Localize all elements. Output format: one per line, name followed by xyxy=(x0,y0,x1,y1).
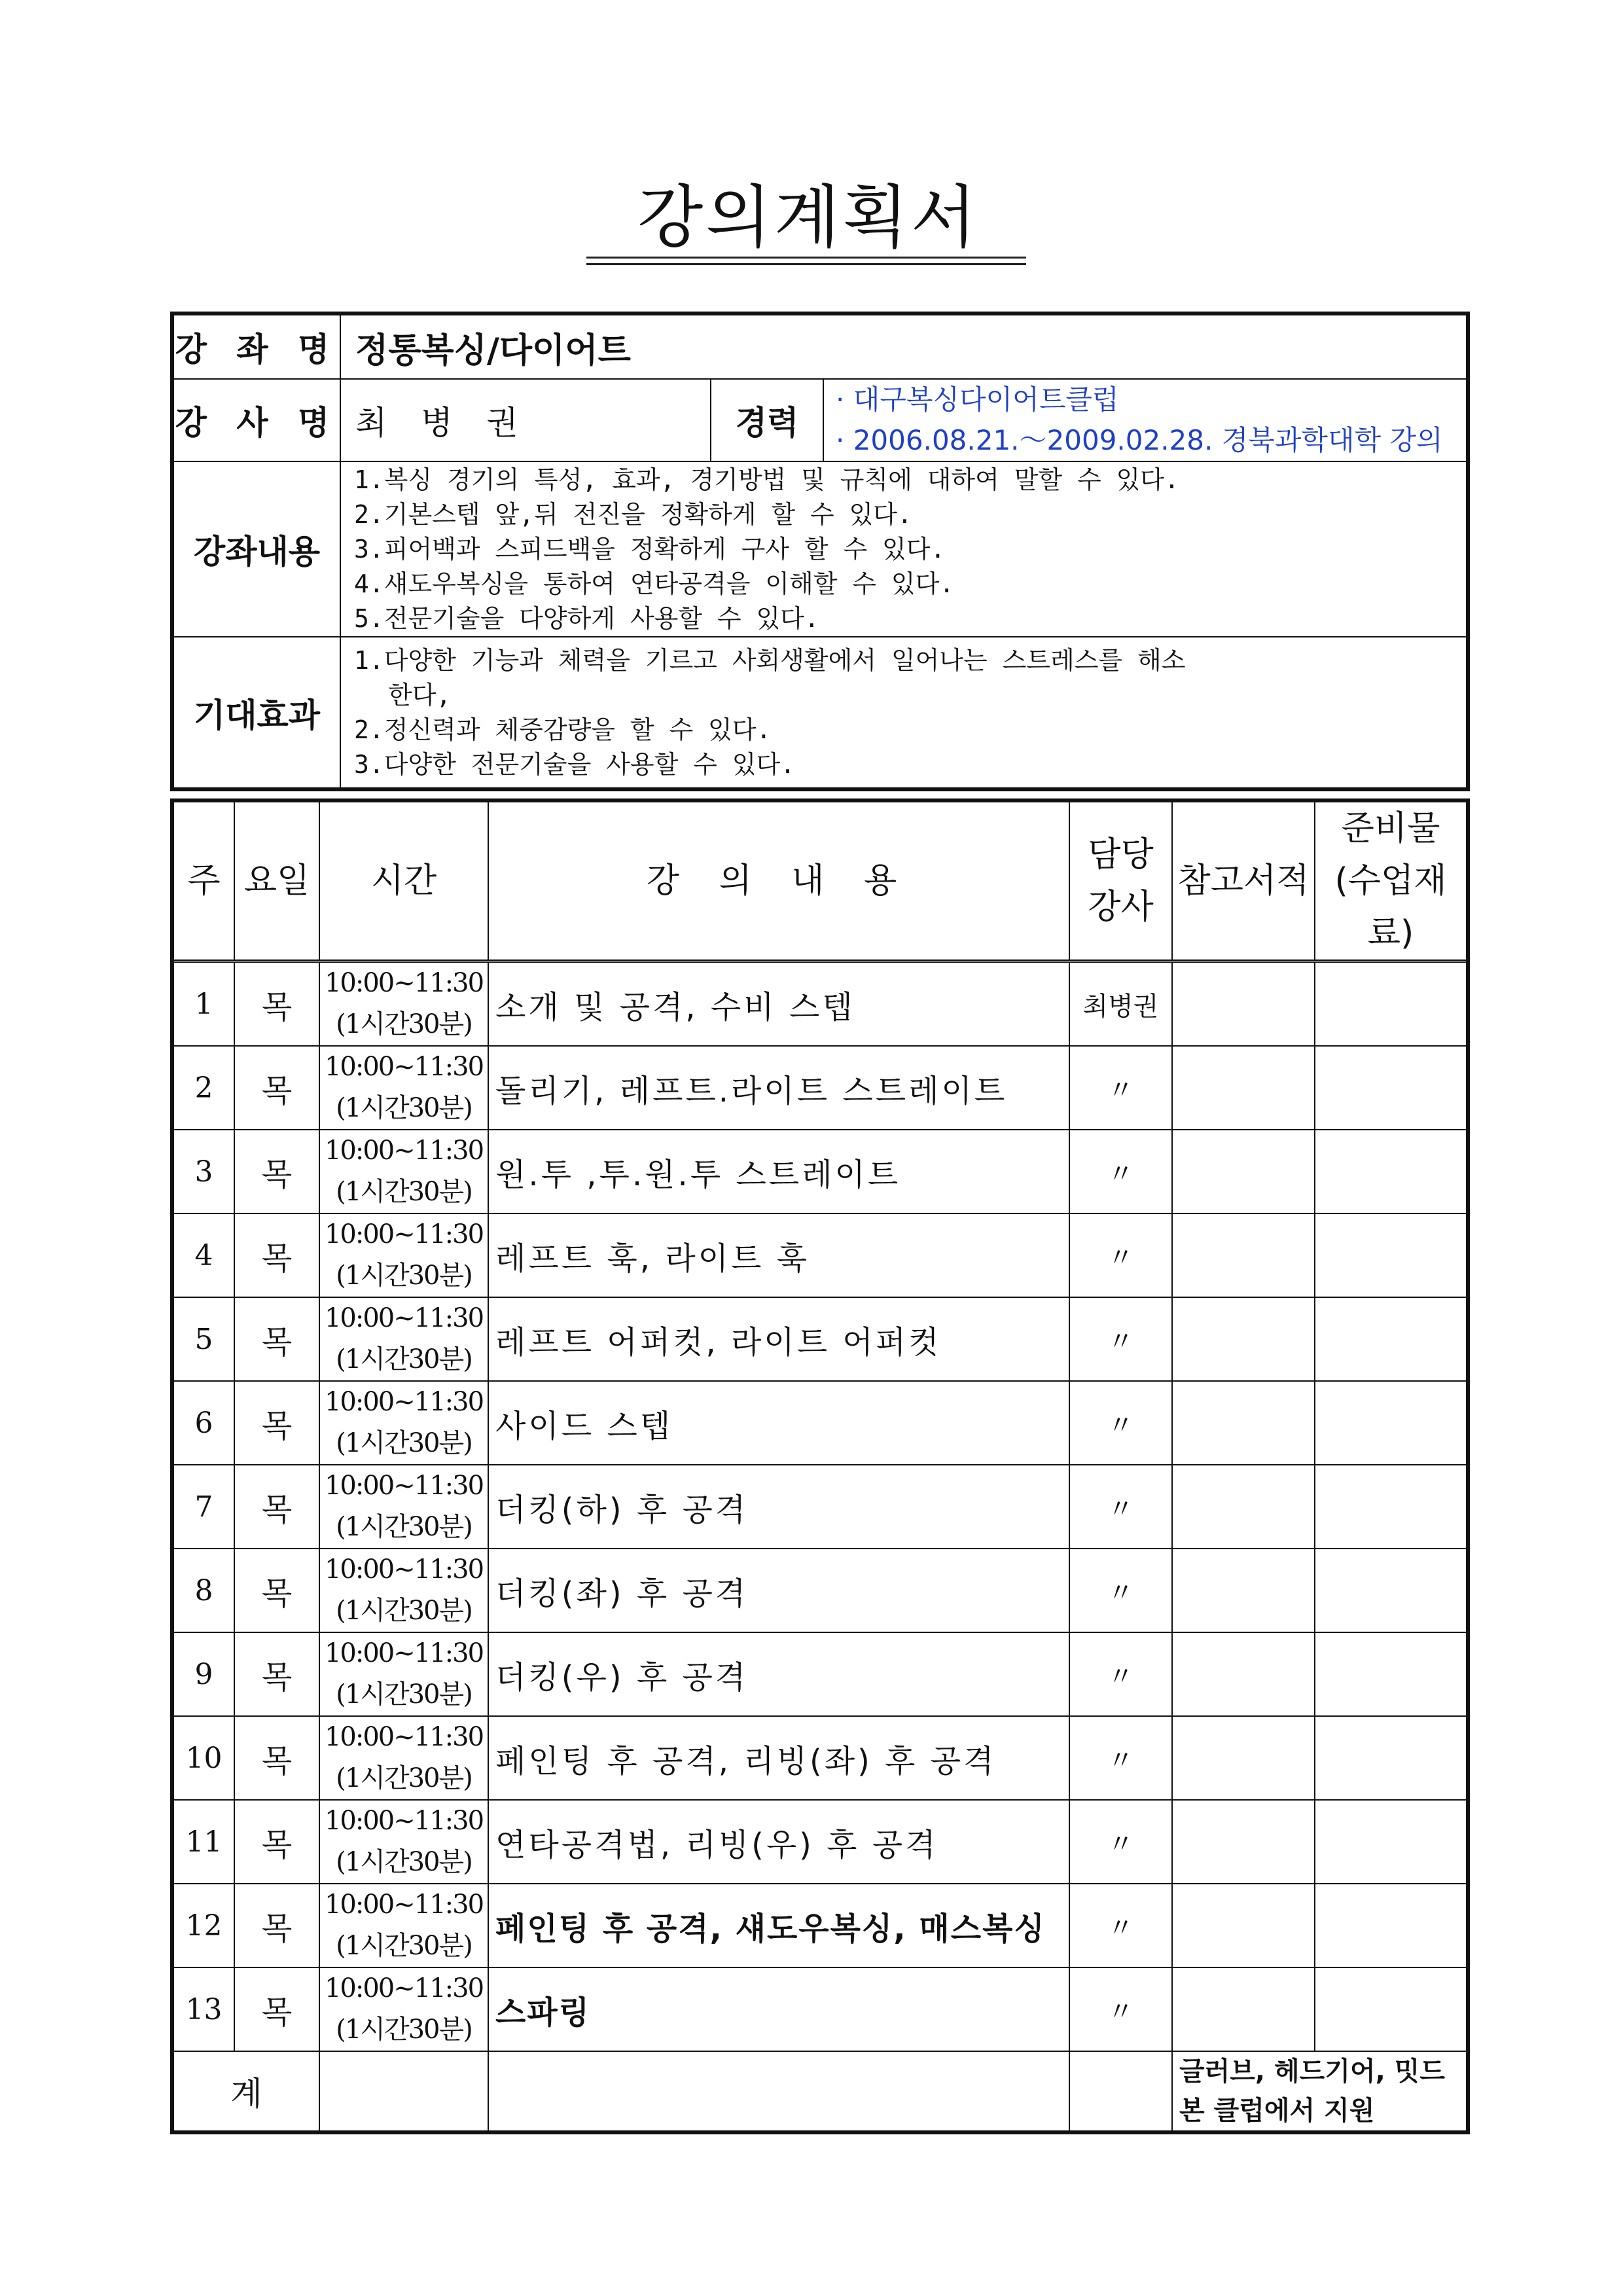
lesson-materials xyxy=(1315,1213,1468,1297)
class-time-duration: (1시간30분) xyxy=(336,1261,472,1291)
lesson-reference xyxy=(1172,1297,1315,1381)
schedule-row xyxy=(172,961,1468,1047)
week-number: 4 xyxy=(172,1213,234,1297)
lesson-reference xyxy=(1172,1549,1315,1632)
header-materials-line2: (수업재료) xyxy=(1334,861,1447,953)
title-underline-second xyxy=(586,263,1026,265)
class-time-duration: (1시간30분) xyxy=(336,1931,472,1961)
class-time xyxy=(319,1130,488,1213)
lesson-materials xyxy=(1315,1465,1468,1549)
total-time-cell xyxy=(319,2051,488,2132)
lesson-teacher: 〃 xyxy=(1069,1465,1172,1549)
lesson-reference xyxy=(1172,1716,1315,1800)
content-line: 5.전문기술을 다양하게 사용할 수 있다. xyxy=(354,603,819,633)
lesson-materials xyxy=(1315,1046,1468,1130)
lesson-reference xyxy=(1172,961,1315,1047)
class-time xyxy=(319,1046,488,1130)
class-time-duration: (1시간30분) xyxy=(336,1093,472,1123)
content-line: 1.복싱 경기의 특성, 효과, 경기방법 및 규칙에 대하여 말할 수 있다. xyxy=(354,465,1179,494)
lesson-teacher: 〃 xyxy=(1069,1381,1172,1465)
lesson-teacher: 〃 xyxy=(1069,1800,1172,1884)
header-content: 강 의 내 용 xyxy=(488,800,1069,961)
class-time xyxy=(319,1716,488,1800)
lesson-teacher: 〃 xyxy=(1069,1632,1172,1716)
week-number: 5 xyxy=(172,1297,234,1381)
schedule-rows xyxy=(172,961,1468,2052)
title-underline xyxy=(586,257,1026,259)
effects-line: 2.정신력과 체중감량을 할 수 있다. xyxy=(354,715,772,744)
lesson-reference xyxy=(1172,1381,1315,1465)
schedule-row xyxy=(172,1213,1468,1297)
lesson-materials xyxy=(1315,1549,1468,1632)
lesson-teacher: 〃 xyxy=(1069,1297,1172,1381)
class-time-duration: (1시간30분) xyxy=(336,1763,472,1793)
schedule-row xyxy=(172,1632,1468,1716)
lesson-materials xyxy=(1315,961,1468,1047)
lesson-content: 페인팅 후 공격, 섀도우복싱, 매스복싱 xyxy=(488,1884,1069,1967)
effects-line: 1.다양한 기능과 체력을 기르고 사회생활에서 일어나는 스트레스를 해소 xyxy=(354,645,1186,675)
course-name-label: 강 좌 명 xyxy=(172,314,340,379)
weekday: 목 xyxy=(234,1800,319,1884)
weekday: 목 xyxy=(234,1716,319,1800)
schedule-row xyxy=(172,1800,1468,1884)
lesson-content: 레프트 훅, 라이트 훅 xyxy=(488,1213,1069,1297)
class-time-duration: (1시간30분) xyxy=(336,1177,472,1207)
week-number: 12 xyxy=(172,1884,234,1967)
weekday: 목 xyxy=(234,1130,319,1213)
weekday: 목 xyxy=(234,1884,319,1967)
week-number: 7 xyxy=(172,1465,234,1549)
class-time xyxy=(319,1465,488,1549)
schedule-row xyxy=(172,1381,1468,1465)
class-time-range: 10:00~11:30 xyxy=(324,1890,484,1920)
class-time-range: 10:00~11:30 xyxy=(324,1638,484,1668)
weekly-schedule-table xyxy=(170,798,1470,2134)
lesson-materials xyxy=(1315,1716,1468,1800)
header-reference: 참고서적 xyxy=(1172,800,1315,961)
weekday: 목 xyxy=(234,1297,319,1381)
lesson-reference xyxy=(1172,1046,1315,1130)
class-time-range: 10:00~11:30 xyxy=(324,1052,484,1082)
lesson-content: 소개 및 공격, 수비 스텝 xyxy=(488,961,1069,1047)
week-number: 6 xyxy=(172,1381,234,1465)
instructor-label: 강 사 명 xyxy=(172,379,340,461)
class-time xyxy=(319,1297,488,1381)
lesson-content: 원.투 ,투.원.투 스트레이트 xyxy=(488,1130,1069,1213)
weekday: 목 xyxy=(234,1465,319,1549)
lesson-teacher: 최병권 xyxy=(1069,961,1172,1047)
class-time-range: 10:00~11:30 xyxy=(324,1471,484,1501)
weekday: 목 xyxy=(234,1046,319,1130)
week-number: 9 xyxy=(172,1632,234,1716)
header-teacher xyxy=(1069,800,1172,961)
weekday: 목 xyxy=(234,961,319,1047)
schedule-row xyxy=(172,1130,1468,1213)
week-number: 2 xyxy=(172,1046,234,1130)
lesson-reference xyxy=(1172,1632,1315,1716)
class-time-range: 10:00~11:30 xyxy=(324,1387,484,1417)
schedule-row xyxy=(172,1549,1468,1632)
week-number: 10 xyxy=(172,1716,234,1800)
lesson-reference xyxy=(1172,1465,1315,1549)
header-materials xyxy=(1315,800,1468,961)
lesson-teacher: 〃 xyxy=(1069,1967,1172,2051)
course-name-value: 정통복싱/다이어트 xyxy=(340,314,1468,379)
weekday: 목 xyxy=(234,1213,319,1297)
class-time-range: 10:00~11:30 xyxy=(324,1219,484,1249)
lesson-materials xyxy=(1315,1130,1468,1213)
effects-line: 3.다양한 전문기술을 사용할 수 있다. xyxy=(354,749,796,779)
expected-effects-list xyxy=(340,637,1468,789)
class-time-duration: (1시간30분) xyxy=(336,1009,472,1039)
lesson-reference xyxy=(1172,1213,1315,1297)
total-label: 계 xyxy=(172,2051,319,2132)
class-time-range: 10:00~11:30 xyxy=(324,968,484,998)
week-number: 1 xyxy=(172,961,234,1047)
class-time xyxy=(319,1800,488,1884)
header-teacher-line1: 담당 xyxy=(1088,835,1154,874)
class-time xyxy=(319,1549,488,1632)
class-time-duration: (1시간30분) xyxy=(336,1847,472,1877)
week-number: 3 xyxy=(172,1130,234,1213)
weekday: 목 xyxy=(234,1549,319,1632)
lesson-reference xyxy=(1172,1967,1315,2051)
career-label: 경력 xyxy=(711,379,823,461)
header-time: 시간 xyxy=(319,800,488,961)
week-number: 13 xyxy=(172,1967,234,2051)
schedule-row xyxy=(172,1465,1468,1549)
lesson-content: 페인팅 후 공격, 리빙(좌) 후 공격 xyxy=(488,1716,1069,1800)
lesson-materials xyxy=(1315,1297,1468,1381)
career-line: · 대구복싱다이어트클럽 xyxy=(836,384,1119,416)
class-time xyxy=(319,1632,488,1716)
class-time-duration: (1시간30분) xyxy=(336,1512,472,1542)
class-time-range: 10:00~11:30 xyxy=(324,1722,484,1752)
schedule-row xyxy=(172,1297,1468,1381)
materials-note xyxy=(1172,2051,1468,2132)
header-week: 주 xyxy=(172,800,234,961)
lesson-materials xyxy=(1315,1800,1468,1884)
career-list xyxy=(823,379,1468,461)
instructor-name: 최 병 권 xyxy=(340,379,711,461)
class-time-duration: (1시간30분) xyxy=(336,1344,472,1374)
lesson-content: 사이드 스텝 xyxy=(488,1381,1069,1465)
class-time-duration: (1시간30분) xyxy=(336,1679,472,1710)
materials-note-line2: 본 클럽에서 지원 xyxy=(1179,2096,1375,2126)
weekday: 목 xyxy=(234,1967,319,2051)
schedule-row xyxy=(172,1046,1468,1130)
total-teacher-cell xyxy=(1069,2051,1172,2132)
lesson-teacher: 〃 xyxy=(1069,1130,1172,1213)
lesson-teacher: 〃 xyxy=(1069,1213,1172,1297)
lesson-content: 연타공격법, 리빙(우) 후 공격 xyxy=(488,1800,1069,1884)
course-content-list xyxy=(340,461,1468,637)
lesson-reference xyxy=(1172,1800,1315,1884)
weekday: 목 xyxy=(234,1381,319,1465)
class-time-range: 10:00~11:30 xyxy=(324,1554,484,1585)
content-line: 4.섀도우복싱을 통하여 연타공격을 이해할 수 있다. xyxy=(354,569,955,598)
lesson-materials xyxy=(1315,1884,1468,1967)
header-materials-line1: 준비물 xyxy=(1341,809,1440,848)
class-time xyxy=(319,1884,488,1967)
lesson-content: 더킹(우) 후 공격 xyxy=(488,1632,1069,1716)
schedule-row xyxy=(172,1884,1468,1967)
total-content-cell xyxy=(488,2051,1069,2132)
header-teacher-line2: 강사 xyxy=(1088,888,1154,927)
lesson-content: 더킹(하) 후 공격 xyxy=(488,1465,1069,1549)
content-line: 2.기본스텝 앞,뒤 전진을 정확하게 할 수 있다. xyxy=(354,499,912,529)
lesson-teacher: 〃 xyxy=(1069,1046,1172,1130)
lesson-content: 더킹(좌) 후 공격 xyxy=(488,1549,1069,1632)
materials-note-line1: 글러브, 헤드기어, 밋드 xyxy=(1179,2056,1446,2087)
course-info-table xyxy=(170,312,1470,791)
lesson-materials xyxy=(1315,1632,1468,1716)
class-time-range: 10:00~11:30 xyxy=(324,1136,484,1166)
lesson-content: 레프트 어퍼컷, 라이트 어퍼컷 xyxy=(488,1297,1069,1381)
class-time xyxy=(319,1213,488,1297)
class-time xyxy=(319,1381,488,1465)
career-line: · 2006.08.21.～2009.02.28. 경북과학대학 강의 xyxy=(836,424,1443,456)
lesson-content: 돌리기, 레프트.라이트 스트레이트 xyxy=(488,1046,1069,1130)
content-label: 강좌내용 xyxy=(172,461,340,637)
class-time-range: 10:00~11:30 xyxy=(324,1303,484,1333)
class-time-range: 10:00~11:30 xyxy=(324,1973,484,2003)
page-title: 강의계획서 xyxy=(637,177,980,257)
lesson-content: 스파링 xyxy=(488,1967,1069,2051)
schedule-row xyxy=(172,1716,1468,1800)
effects-label: 기대효과 xyxy=(172,637,340,789)
effects-line: 한다, xyxy=(388,680,452,709)
weekday: 목 xyxy=(234,1632,319,1716)
header-day: 요일 xyxy=(234,800,319,961)
class-time xyxy=(319,961,488,1047)
class-time-duration: (1시간30분) xyxy=(336,2015,472,2045)
lesson-materials xyxy=(1315,1381,1468,1465)
class-time xyxy=(319,1967,488,2051)
content-line: 3.피어백과 스피드백을 정확하게 구사 할 수 있다. xyxy=(354,534,946,564)
lesson-reference xyxy=(1172,1884,1315,1967)
lesson-teacher: 〃 xyxy=(1069,1716,1172,1800)
lesson-materials xyxy=(1315,1967,1468,2051)
class-time-duration: (1시간30분) xyxy=(336,1428,472,1458)
week-number: 11 xyxy=(172,1800,234,1884)
schedule-row xyxy=(172,1967,1468,2051)
class-time-duration: (1시간30분) xyxy=(336,1596,472,1626)
lesson-teacher: 〃 xyxy=(1069,1884,1172,1967)
week-number: 8 xyxy=(172,1549,234,1632)
class-time-range: 10:00~11:30 xyxy=(324,1806,484,1836)
lesson-reference xyxy=(1172,1130,1315,1213)
lesson-teacher: 〃 xyxy=(1069,1549,1172,1632)
